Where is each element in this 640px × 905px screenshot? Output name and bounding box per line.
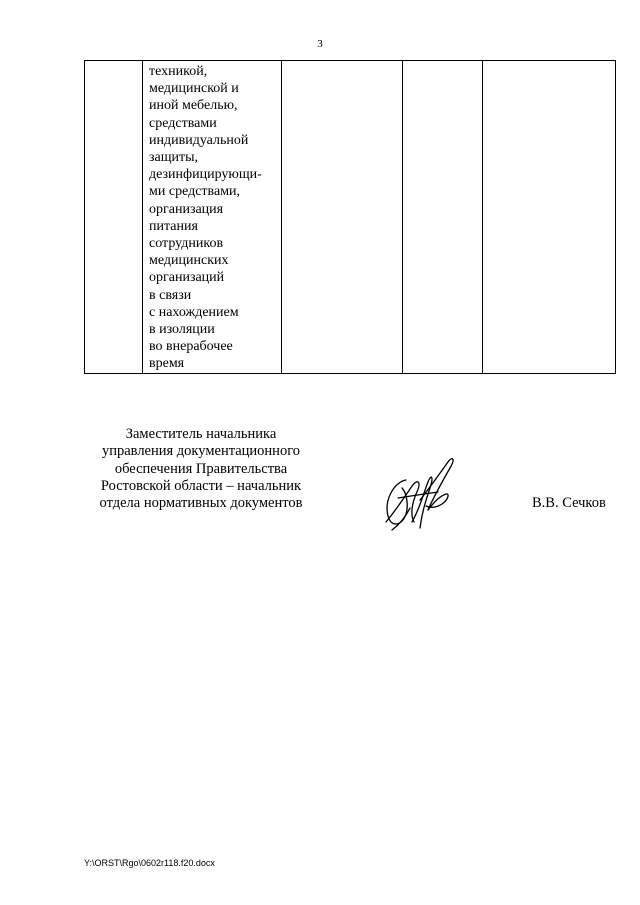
table-cell-number — [85, 61, 143, 374]
measure-text: техникой, медицинской и иной мебелью, средствами индивидуальной защиты, дезинфицирующи- ми средствами, организация питания сотрудников медицинских организаций в связи с нахождением в изоляции во внерабочее время — [149, 64, 262, 372]
file-path: Y:\ORST\Rgo\0602r118.f20.docx — [84, 858, 215, 868]
signer-position: Заместитель начальника управления документационного обеспечения Правительства Ростовской области – начальник отдела нормативных документов — [99, 426, 303, 512]
table-cell-col4 — [403, 61, 483, 374]
signer-name: В.В. Сечков — [532, 495, 606, 511]
handwritten-signature — [376, 452, 466, 534]
table-cell-col5 — [483, 61, 616, 374]
continuation-table — [84, 60, 616, 374]
table-row — [85, 61, 616, 374]
table-cell-col3 — [282, 61, 403, 374]
table-cell-measure — [143, 61, 282, 374]
page-number: 3 — [317, 38, 323, 50]
